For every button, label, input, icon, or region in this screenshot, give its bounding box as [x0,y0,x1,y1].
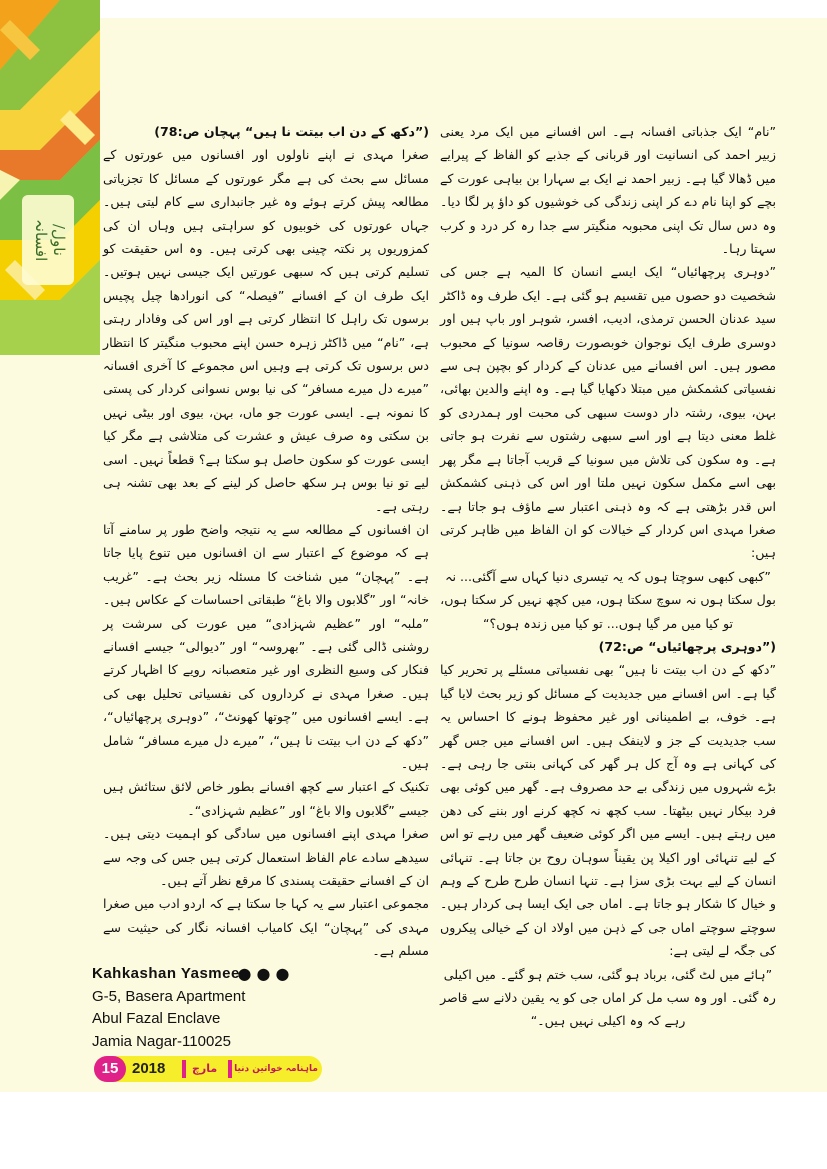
right-text-column [440,120,776,1029]
paragraph: تکنیک کے اعتبار سے کچھ افسانے بطور خاص لائق ستائش ہیں جیسے ”گلابوں والا باغ“ اور ”عظیم شہزادی“۔ [103,779,429,818]
page-footer [94,1056,322,1082]
citation-heading: (”دکھ کے دن اب بیتت نا ہیں“ پہچان ص:78) [154,124,429,139]
footer-separator [182,1060,186,1078]
address-line-1: G-5, Basera Apartment [92,987,246,1005]
issue-year: 2018 [132,1060,166,1077]
paragraph: مجموعی اعتبار سے یہ کہا جا سکتا ہے کہ اردو ادب میں صغرا مہدی کی ”پہچان“ ایک کامیاب افسانہ نگار کی حیثیت سے مسلم ہے۔ [103,896,429,959]
block-quote: ”ہائے میں لٹ گئی، برباد ہو گئی، سب ختم ہو گئے۔ میں اکیلی رہ گئی۔ اور وہ سب مل کر اماں جی کو یہ یقین دلانے سے قاصر رہے کہ وہ اکیلی نہیں ہیں۔“ [440,966,776,1029]
paragraph: صغرا مہدی اپنے افسانوں میں سادگی کو اہمیت دیتی ہیں۔ سیدھے سادے عام الفاظ استعمال کرتی ہیں جس کی وجہ سے ان کے افسانے حقیقت پسندی کا مرقع نظر آتے ہیں۔ [103,826,429,888]
section-label: ناول/افسانہ [32,218,68,262]
author-name: Kahkashan Yasmeen [92,965,250,982]
section-divider: ●●● [237,963,295,983]
paragraph: ”نام“ ایک جذباتی افسانہ ہے۔ اس افسانے میں ایک مرد یعنی زبیر احمد کی انسانیت اور قربانی کے جذبے کو الفاظ کے پیرایے میں ڈھالا گیا ہے۔ زبیر احمد نے ایک بے سہارا بن بیاہی عورت کے بچے کو اپنا نام دے کر اپنی زندگی کی خوشیوں کو داؤ پر لگا دیا۔ وہ دس سال تک اپنی محبوبہ منگیتر سے جدا رہ کر درد و کرب سہتا رہا۔ [440,124,776,257]
address-line-3: Jamia Nagar-110025 [92,1032,231,1050]
paragraph: ان افسانوں کے مطالعہ سے یہ نتیجہ واضح طور پر سامنے آتا ہے کہ موضوع کے اعتبار سے ان افسانوں میں تنوع پایا جاتا ہے۔ ”پہچان“ میں شناخت کا مسئلہ زیر بحث ہے۔ ”غریب خانہ“ اور ”گلابوں والا باغ“ طبقاتی احساسات کے عکاس ہیں۔ ”ملبہ“ اور ”عظیم شہزادی“ میں عورت کی سرشت پر روشنی ڈالی گئی ہے۔ ”بھروسہ“ اور ”دیوالی“ جیسے افسانے فنکار کی وسیع النظری اور غیر متعصبانہ رویے کا اظہار کرتے ہیں۔ صغرا مہدی نے کرداروں کی نفسیاتی تحلیل بھی کی ہے۔ ایسے افسانوں میں ”چوتھا کھونٹ“، ”دوہری پرچھائیاں“، ”دکھ کے دن اب بیتت نا ہیں“، ”میرے دل میرے مسافر“ شامل ہیں۔ [103,521,429,771]
geometric-pattern-graphic [0,0,100,355]
page-number-badge: 15 [94,1056,126,1082]
paragraph: ”دوہری پرچھائیاں“ ایک ایسے انسان کا المیہ ہے جس کی شخصیت دو حصوں میں تقسیم ہو گئی ہے۔ ایک طرف وہ ڈاکٹر سید عدنان الحسن ترمذی، ادیب، افسر، شوہر اور باپ ہیں اور دوسری طرف ایک نوجوان خوبصورت رقاصہ سونیا کے محبوب مصور ہیں۔ اس افسانے میں عدنان کے کردار کو بچپن ہی سے نفسیاتی کشمکش میں مبتلا دکھایا گیا ہے۔ وہ اپنے والدین بھائی، بہن، بیوی، رشتہ دار دوست سبھی کی محبت اور ہمدردی کو غلط معنی دیتا ہے اور اسے سبھی رشتوں سے نفرت ہو جاتی ہے۔ وہ سکون کی تلاش میں سونیا کے قریب آجاتا ہے مگر پھر بھی اسے مکمل سکون نہیں ملتا اور اس کی ذہنی کشمکش اس قدر بڑھتی ہے کہ وہ ذہنی اعتبار سے ماؤف ہو جاتا ہے۔ صغرا مہدی اس کردار کے خیالات کو ان الفاظ میں ظاہر کرتی ہیں: [440,264,776,561]
block-quote: ”کبھی کبھی سوچتا ہوں کہ یہ تیسری دنیا کہاں سے آگئی... نہ بول سکتا ہوں نہ سوچ سکتا ہوں، میں کچھ نہیں کر سکتا ہوں، تو کیا میں مر گیا ہوں... تو کیا میں زندہ ہوں؟“ [440,568,776,631]
author-address [92,963,352,1053]
paragraph: صغرا مہدی نے اپنے ناولوں اور افسانوں میں عورتوں کے مسائل سے بحث کی ہے مگر عورتوں کے مسائل کا تجزیاتی مطالعہ پیش کرتے ہوئے وہ غیر جانبداری سے کام لیتی ہیں۔ جہاں عورتوں کی خوبیوں کو سراہتی ہیں وہاں ان کی کمزوریوں پر نکتہ چینی بھی کرتی ہیں۔ وہ اس حقیقت کو تسلیم کرتی ہیں کہ سبھی عورتیں ایک جیسی نہیں ہوتیں۔ ایک طرف ان کے افسانے ”فیصلہ“ کی انورادھا چیل پچیس برسوں تک راہل کا انتظار کرتی ہے اور اس کی وفادار رہتی ہے، ”نام“ میں ڈاکٹر زہرہ حسن اپنے محبوب منگیتر کا انتظار دس برسوں تک کرتی ہے وہیں اس مجموعے کا آخری افسانہ ”میرے دل میرے مسافر“ کی نیا بوس نسوانی کردار کی پستی کا نمونہ ہے۔ ایسی عورت جو ماں، بہن، بیوی اور بیٹی نہیں بن سکتی وہ صرف عیش و عشرت کی متلاشی ہے مگر کیا ایسی عورت کو سکون حاصل ہو سکتا ہے؟ قطعاً نہیں۔ اسی لیے تو نیا بوس ہر سکھ حاصل کر لینے کے بعد بھی تشنہ ہی رہتی ہے۔ [103,147,429,514]
footer-separator [228,1060,232,1078]
decorative-banner [0,0,100,355]
address-line-2: Abul Fazal Enclave [92,1010,221,1027]
citation-heading: (”دوہری پرچھائیاں“ ص:72) [598,638,776,654]
paragraph: ”دکھ کے دن اب بیتت نا ہیں“ بھی نفسیاتی مسئلے پر تحریر کیا گیا ہے۔ اس افسانے میں جدیدیت کے مسائل کو زیر بحث لایا گیا ہے۔ خوف، بے اطمینانی اور غیر محفوظ ہونے کا احساس یہ سب جدیدیت کے جز و لاینفک ہیں۔ اس افسانے میں جس گھر کی کہانی ہے وہ آج کل ہر گھر کی کہانی بنتی جا رہی ہے۔ بڑے شہروں میں زندگی بے حد مصروف ہے۔ گھر میں کوئی بھی فرد بیکار نہیں بیٹھتا۔ سب کچھ نہ کچھ کرنے اور بننے کی دھن میں رہتے ہیں۔ ایسے میں اگر کوئی ضعیف گھر میں رہے تو اس کے لیے تنہائی اور اکیلا پن یقیناً سوہان روح بن جاتا ہے۔ تنہائی انسان کے لیے بہت بڑی سزا ہے۔ تنہا انسان طرح طرح کے وہم و خیال کا شکار ہو جاتا ہے۔ اماں جی ایک ایسا ہی کردار ہیں۔ سوچتے سوچتے اماں جی کے ذہن میں اولاد ان کے خیالی پیکروں کی جگہ لے لیتی ہے: [440,662,776,959]
magazine-name: ماہنامہ خواتین دنیا [234,1064,318,1074]
issue-month: مارچ [192,1062,218,1075]
paper-margin [0,355,100,1092]
